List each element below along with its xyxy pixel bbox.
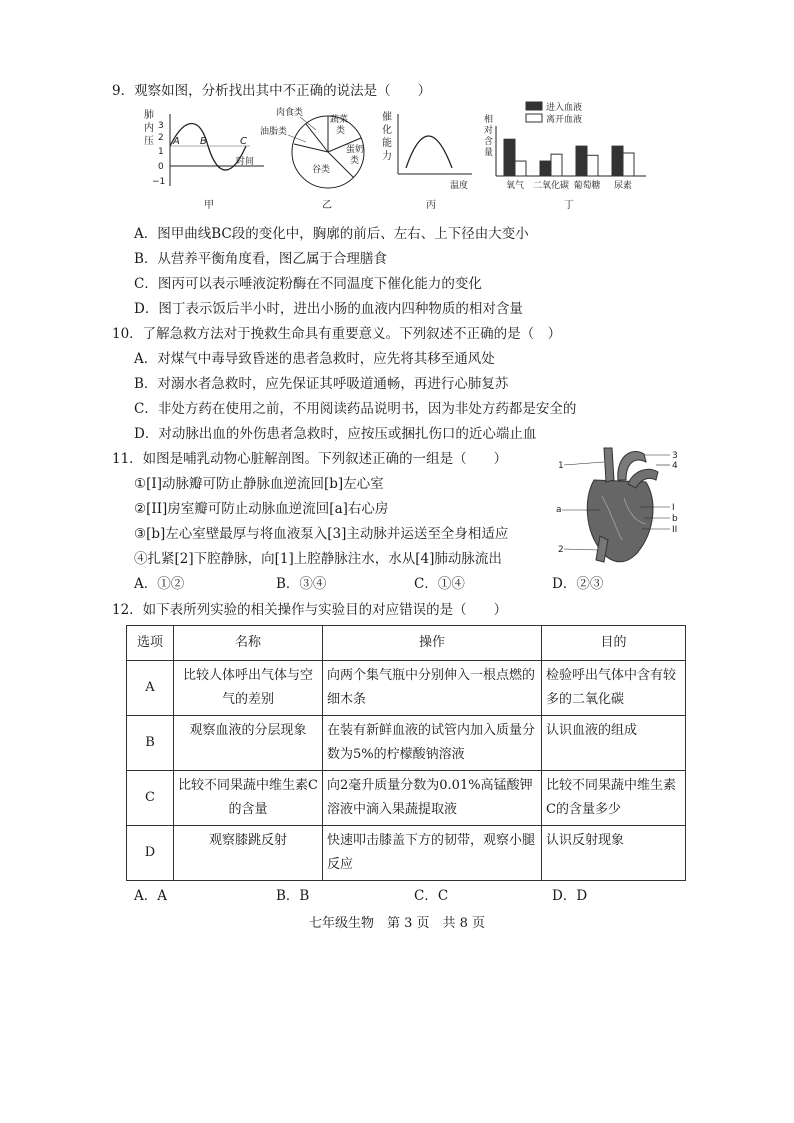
jia-tick-1: 1 <box>158 147 164 157</box>
q9-option-d: D．图丁表示饭后半小时，进出小肠的血液内四种物质的相对含量 <box>134 301 523 317</box>
jia-point-c: C <box>240 136 247 147</box>
jia-caption: 甲 <box>204 200 214 211</box>
row-d-name: 观察膝跳反射 <box>174 826 323 881</box>
q11-item-3: ③[b]左心室壁最厚与将血液泵入[3]主动脉并运送至全身相适应 <box>134 526 509 542</box>
yi-caption: 乙 <box>322 200 332 211</box>
row-a-purpose: 检验呼出气体中含有较多的二氧化碳 <box>542 661 686 716</box>
category-label-0: 氧气 <box>506 181 525 191</box>
row-b-purpose: 认识血液的组成 <box>542 716 686 771</box>
q10-option-d: D．对动脉出血的外伤患者急救时，应按压或捆扎伤口的近心端止血 <box>134 426 537 442</box>
q9-option-c: C．图丙可以表示唾液淀粉酶在不同温度下催化能力的变化 <box>134 276 482 292</box>
q11-answer-d: D．②③ <box>552 576 604 592</box>
table-row <box>127 826 686 881</box>
category-label-1: 二氧化碳 <box>533 181 570 191</box>
bing-curve <box>406 136 452 168</box>
row-a-name: 比较人体呼出气体与空气的差别 <box>174 661 323 716</box>
jia-tick-m1: −1 <box>152 177 166 187</box>
heart-label-4: 4 <box>672 461 678 471</box>
bing-caption: 丙 <box>426 200 436 211</box>
bing-ylabel-1: 催 <box>382 112 392 123</box>
col-header-name: 名称 <box>174 626 323 661</box>
yi-slice-meat: 肉食类 <box>276 108 304 118</box>
q11-stem: 11．如图是哺乳动物心脏解剖图。下列叙述正确的一组是（ ） <box>112 451 508 467</box>
q11-item-1: ①[I]动脉瓣可防止静脉血逆流回[b]左心室 <box>134 476 384 492</box>
ding-ylabel-2: 对 <box>484 126 494 136</box>
bar-0-0 <box>504 139 515 176</box>
jia-tick-0: 0 <box>158 162 164 172</box>
col-header-purpose: 目的 <box>542 626 686 661</box>
q10-stem: 10．了解急救方法对于挽救生命具有重要意义。下列叙述不正确的是（ ） <box>112 326 562 342</box>
table-row <box>127 661 686 716</box>
heart-label-b: b <box>672 514 678 524</box>
jia-point-b: B <box>200 136 207 147</box>
fig-ding-chart <box>482 100 652 212</box>
q9-stem: 9．观察如图，分析找出其中不正确的说法是（ ） <box>112 83 432 99</box>
fig-yi <box>258 102 378 212</box>
table-row <box>127 716 686 771</box>
jia-point-a: A <box>173 136 180 147</box>
jia-xlabel: 时间 <box>236 157 255 167</box>
row-c-option: C <box>127 771 174 826</box>
yi-slice-dairy-2: 类 <box>350 156 360 166</box>
row-b-operation: 在装有新鲜血液的试管内加入质量分数为5%的柠檬酸钠溶液 <box>323 716 542 771</box>
bar-3-1 <box>623 153 634 176</box>
q11-answer-a: A．①② <box>134 576 185 592</box>
q12-answer-a: A．A <box>134 888 167 904</box>
table-row <box>127 771 686 826</box>
ding-caption: 丁 <box>564 200 574 211</box>
jia-ylabel-1: 肺 <box>144 110 154 121</box>
row-c-name: 比较不同果蔬中维生素C的含量 <box>174 771 323 826</box>
yi-slice-grain: 谷类 <box>312 165 331 175</box>
bing-xlabel: 温度 <box>450 181 469 191</box>
vena-cava-superior <box>604 448 614 482</box>
row-d-operation: 快速叩击膝盖下方的韧带，观察小腿反应 <box>323 826 542 881</box>
bar-3-0 <box>612 146 623 176</box>
heart-label-3: 3 <box>672 451 678 461</box>
row-d-purpose: 认识反射现象 <box>542 826 686 881</box>
jia-ylabel-2: 内 <box>144 123 154 134</box>
heart-diagram <box>554 440 684 570</box>
row-a-operation: 向两个集气瓶中分别伸入一根点燃的细木条 <box>323 661 542 716</box>
q9-option-b: B．从营养平衡角度看，图乙属于合理膳食 <box>134 251 387 267</box>
fig-bing <box>380 106 480 211</box>
category-label-2: 葡萄糖 <box>573 181 601 191</box>
q11-answer-b: B．③④ <box>276 576 327 592</box>
jia-tick-2: 2 <box>158 133 164 143</box>
q11-item-2: ②[II]房室瓣可防止动脉血逆流回[a]右心房 <box>134 501 389 517</box>
bar-1-1 <box>551 154 562 176</box>
yi-slice-dairy-1: 蛋奶 <box>346 145 365 155</box>
q11-item-4: ④扎紧[2]下腔静脉，向[1]上腔静脉注水，水从[4]肺动脉流出 <box>134 551 502 567</box>
table-header-row <box>127 626 686 661</box>
heart-label-1: 1 <box>558 461 564 471</box>
heart-body <box>587 480 653 562</box>
row-a-option: A <box>127 661 174 716</box>
ding-ylabel-4: 量 <box>484 148 494 158</box>
col-header-option: 选项 <box>127 626 174 661</box>
q12-answer-d: D．D <box>552 888 588 904</box>
heart-label-ii: II <box>672 525 678 535</box>
heart-label-2: 2 <box>558 545 564 555</box>
page-footer: 七年级生物 第 3 页 共 8 页 <box>308 916 486 931</box>
heart-label-i: I <box>672 503 675 513</box>
legend-label-out: 离开血液 <box>546 115 583 125</box>
bing-ylabel-3: 能 <box>382 138 392 149</box>
jia-ylabel-3: 压 <box>144 136 154 147</box>
q10-option-b: B．对溺水者急救时，应先保证其呼吸道通畅，再进行心肺复苏 <box>134 376 509 392</box>
ding-ylabel-1: 相 <box>484 115 494 125</box>
bar-2-1 <box>587 155 598 176</box>
row-b-name: 观察血液的分层现象 <box>174 716 323 771</box>
yi-slice-veg-2: 类 <box>336 126 346 136</box>
bar-2-0 <box>576 146 587 176</box>
row-b-option: B <box>127 716 174 771</box>
yi-slice-oil: 油脂类 <box>260 127 288 137</box>
q11-answer-c: C．①④ <box>414 576 465 592</box>
bar-0-1 <box>515 161 526 176</box>
q12-answer-b: B．B <box>276 888 310 904</box>
q10-option-c: C．非处方药在使用之前，不用阅读药品说明书，因为非处方药都是安全的 <box>134 401 577 417</box>
ding-ylabel-3: 含 <box>484 137 494 147</box>
q12-answer-c: C．C <box>414 888 449 904</box>
yi-slice-veg-1: 蔬菜 <box>330 115 349 125</box>
heart-label-a: a <box>556 505 562 515</box>
jia-curve <box>170 124 246 171</box>
experiment-table <box>126 625 686 881</box>
bing-ylabel-2: 化 <box>382 125 392 136</box>
category-label-3: 尿素 <box>614 181 633 191</box>
jia-tick-3: 3 <box>158 121 164 131</box>
legend-swatch-in <box>526 102 542 110</box>
legend-label-in: 进入血液 <box>546 103 583 113</box>
q9-option-a: A．图甲曲线BC段的变化中，胸廓的前后、左右、上下径由大变小 <box>134 226 529 242</box>
q10-option-a: A．对煤气中毒导致昏迷的患者急救时，应先将其移至通风处 <box>134 351 495 367</box>
fig-jia <box>140 106 270 211</box>
row-c-operation: 向2毫升质量分数为0.01%高锰酸钾溶液中滴入果蔬提取液 <box>323 771 542 826</box>
row-d-option: D <box>127 826 174 881</box>
q12-stem: 12．如下表所列实验的相关操作与实验目的对应错误的是（ ） <box>112 602 508 618</box>
bar-1-0 <box>540 161 551 176</box>
row-c-purpose: 比较不同果蔬中维生素C的含量多少 <box>542 771 686 826</box>
col-header-operation: 操作 <box>323 626 542 661</box>
bing-ylabel-4: 力 <box>382 151 392 162</box>
legend-swatch-out <box>526 114 542 122</box>
